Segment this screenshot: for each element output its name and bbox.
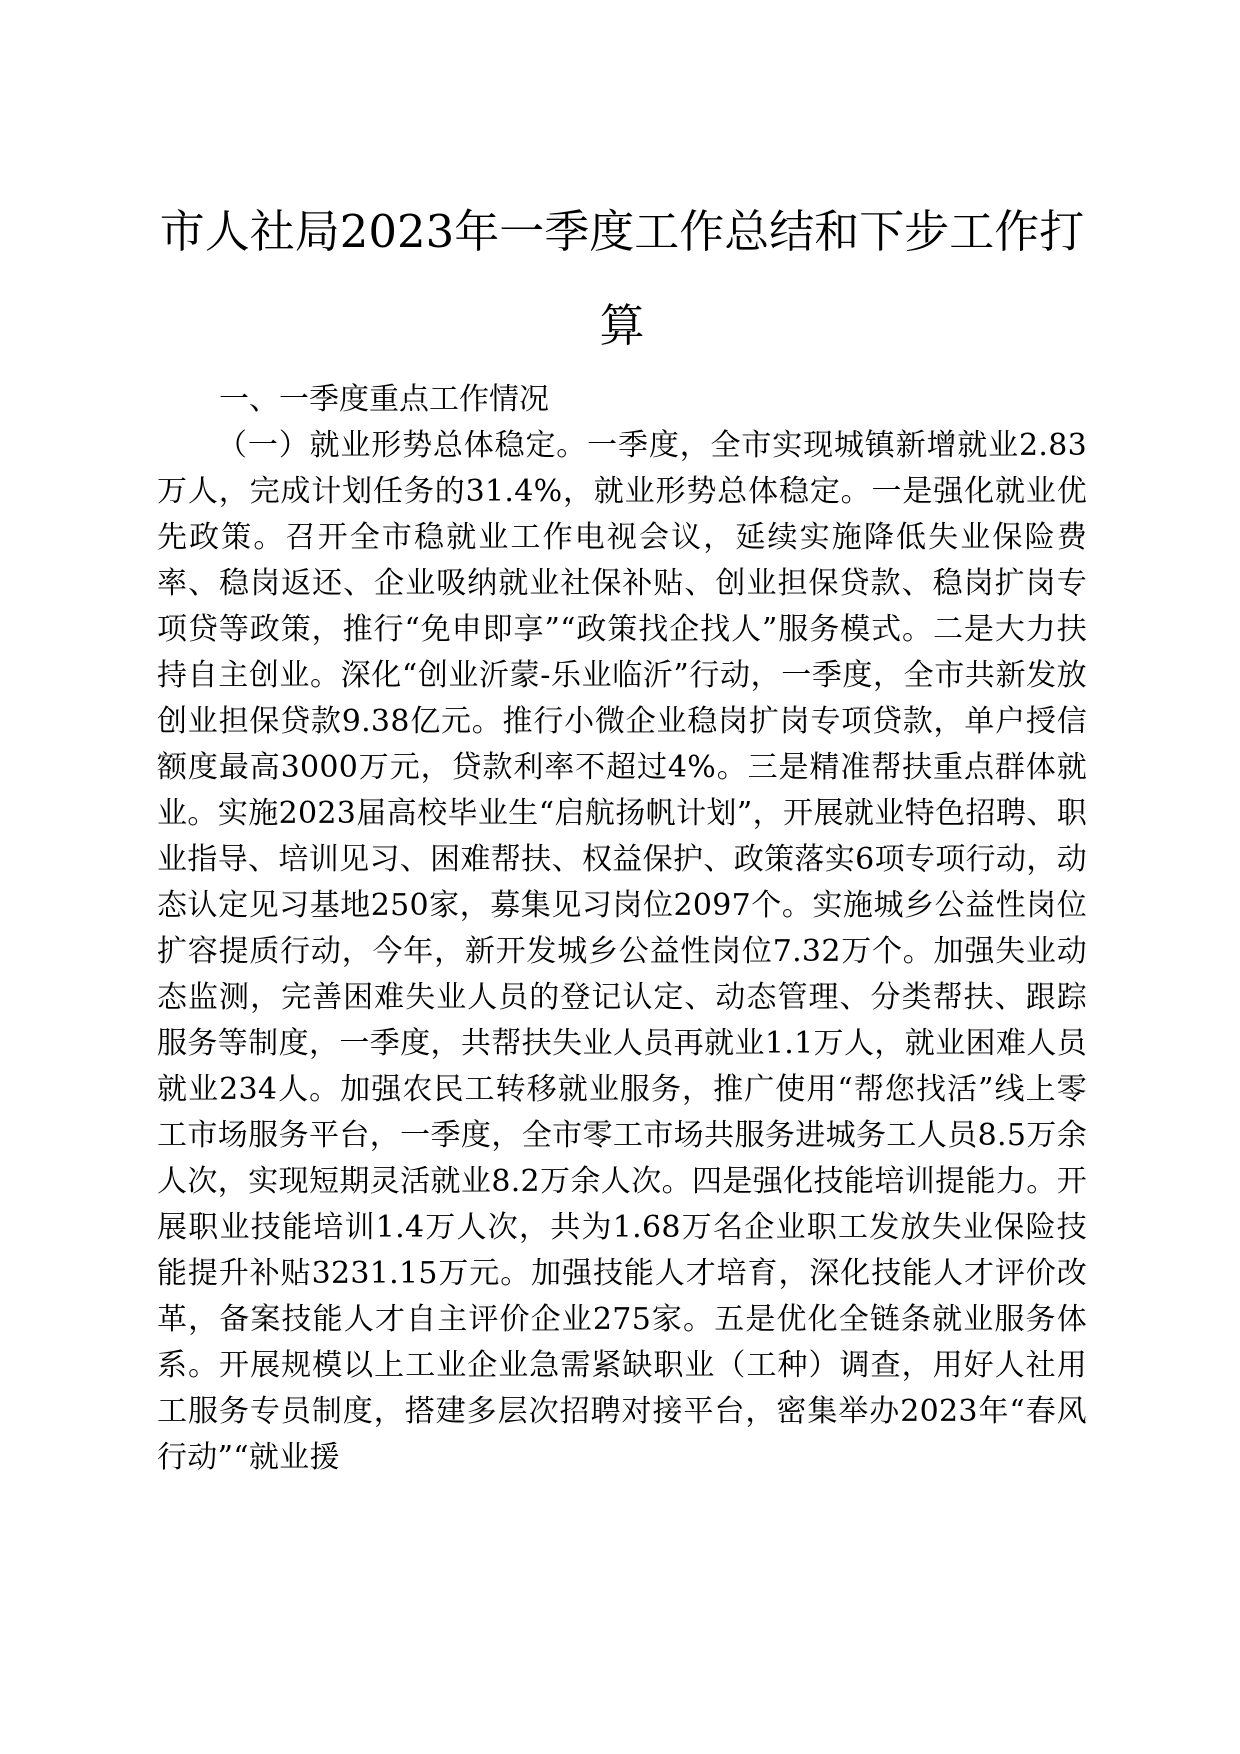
document-page <box>157 185 1087 1481</box>
document-title: 市人社局2023年一季度工作总结和下步工作打算 <box>159 205 1085 352</box>
body-paragraph: （一）就业形势总体稳定。一季度，全市实现城镇新增就业2.83万人，完成计划任务的31.4%，就业形势总体稳定。一是强化就业优先政策。召开全市稳就业工作电视会议，延续实施降低失业保险费率、稳岗返还、企业吸纳就业社保补贴、创业担保贷款、稳岗扩岗专项贷等政策，推行“免申即享”“政策找企找人”服务模式。二是大力扶持自主创业。深化“创业沂蒙-乐业临沂”行动，一季度，全市共新发放创业担保贷款9.38亿元。推行小微企业稳岗扩岗专项贷款，单户授信额度最高3000万元，贷款利率不超过4%。三是精准帮扶重点群体就业。实施2023届高校毕业生“启航扬帆计划”，开展就业特色招聘、职业指导、培训见习、困难帮扶、权益保护、政策落实6项专项行动，动态认定见习基地250家，募集见习岗位2097个。实施城乡公益性岗位扩容提质行动，今年，新开发城乡公益性岗位7.32万个。加强失业动态监测，完善困难失业人员的登记认定、动态管理、分类帮扶、跟踪服务等制度，一季度，共帮扶失业人员再就业1.1万人，就业困难人员就业234人。加强农民工转移就业服务，推广使用“帮您找活”线上零工市场服务平台，一季度，全市零工市场共服务进城务工人员8.5万余人次，实现短期灵活就业8.2万余人次。四是强化技能培训提能力。开展职业技能培训1.4万人次，共为1.68万名企业职工发放失业保险技能提升补贴3231.15万元。加强技能人才培育，深化技能人才评价改革，备案技能人才自主评价企业275家。五是优化全链条就业服务体系。开展规模以上工业企业急需紧缺职业（工种）调查，用好人社用工服务专员制度，搭建多层次招聘对接平台，密集举办2023年“春风行动”“就业援 <box>157 428 1087 1475</box>
section-heading: 一、一季度重点工作情况 <box>219 382 549 417</box>
